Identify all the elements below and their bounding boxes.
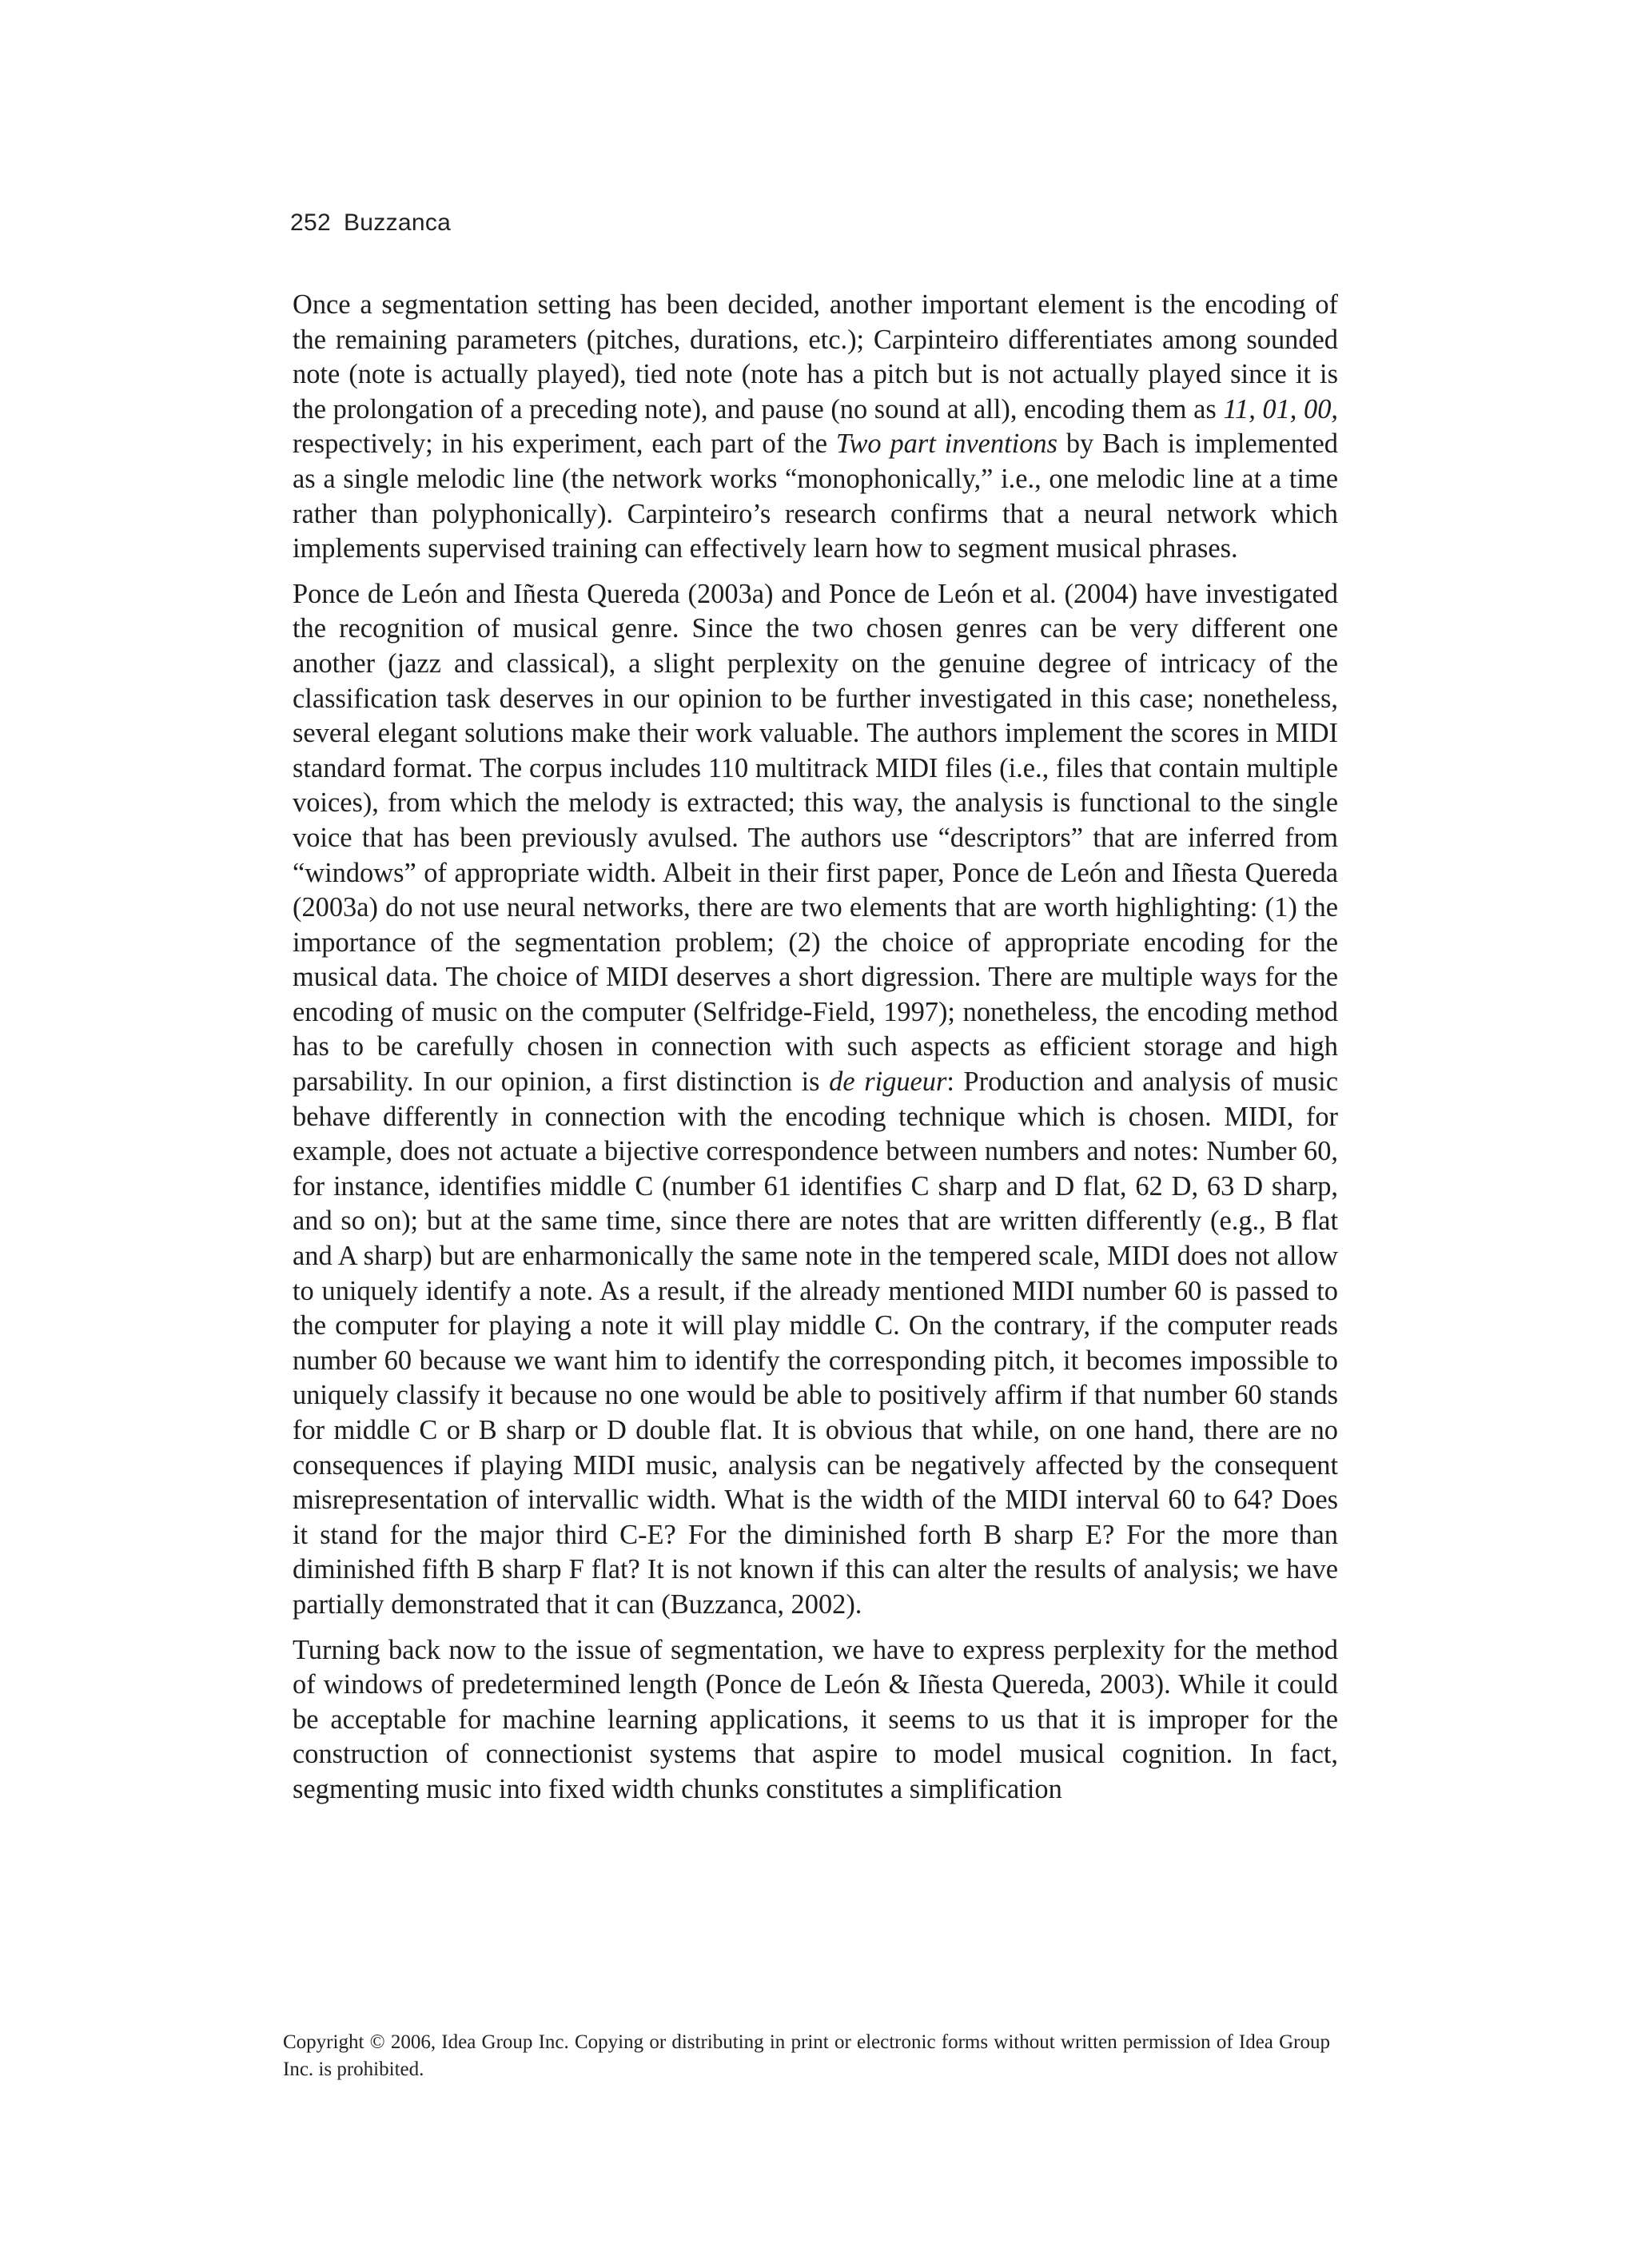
text-segment: Ponce de León and Iñesta Quereda (2003a) and Ponce de León et al. (2004) have investigated the recognition of musical genre. Since the two chosen genres can be very different one another (jazz and classical), a slight perplexity on the genuine degree of intricacy of the classification task deserves in our opinion to be further investigated in this case; nonetheless, several elegant solutions make their work valuable. The authors implement the scores in MIDI standard format. The corpus includes 110 multitrack MIDI files (i.e., files that contain multiple voices), from which the melody is extracted; this way, the analysis is functional to the single voice that has been previously avulsed. The authors use “descriptors” that are inferred from “windows” of appropriate width. Albeit in their first paper, Ponce de León and Iñesta Quereda (2003a) do not use neural networks, there are two elements that are worth highlighting: (1) the importance of the segmentation problem; (2) the choice of appropriate encoding for the musical data. The choice of MIDI deserves a short digression. There are multiple ways for the encoding of music on the computer (Selfridge-Field, 1997); nonetheless, the encoding method has to be carefully chosen in connection with such aspects as efficient storage and high parsability. In our opinion, a first distinction is (293, 578, 1338, 1098)
text-segment: Turning back now to the issue of segmentation, we have to express perplexity for the method of windows of predetermined length (Ponce de León & Iñesta Quereda, 2003). While it could be acceptable for machine learning applications, it seems to us that it is improper for the construction of connectionist systems that aspire to model musical cognition. In fact, segmenting music into fixed width chunks constitutes a simplification (293, 1634, 1338, 1804)
text-segment: Once a segmentation setting has been decided, another important element is the encoding of the remaining parameters (pitches, durations, etc.); Carpinteiro differentiates among sounded note (note is actually played), tied note (note has a pitch but is not actually played since it is the prolongation of a preceding note), and pause (no sound at all), encoding them as (293, 289, 1338, 425)
italic-segment: 11, 01, 00, (1223, 393, 1338, 425)
copyright-notice: Copyright © 2006, Idea Group Inc. Copying or distributing in print or electronic forms without written permission of Idea Group Inc. is prohibited. (283, 2031, 1330, 2080)
paragraph-1 (293, 288, 1338, 567)
text-segment: respectively; in his experiment, each part of the (293, 428, 836, 460)
paragraph-2 (293, 577, 1338, 1623)
running-title: Buzzanca (343, 209, 452, 236)
italic-segment: Two part inventions (835, 428, 1057, 460)
running-head (290, 209, 451, 237)
body-text (293, 288, 1338, 1818)
text-segment: : Production and analysis of music behave differently in connection with the encoding technique which is chosen. MIDI, for example, does not actuate a bijective correspondence between numbers and notes: Number 60, for instance, identifies middle C (number 61 identifies C sharp and D flat, 62 D, 63 D sharp, and so on); but at the same time, since there are notes that are written differently (e.g., B flat and A sharp) but are enharmonically the same note in the tempered scale, MIDI does not allow to uniquely identify a note. As a result, if the already mentioned MIDI number 60 is passed to the computer for playing a note it will play middle C. On the contrary, if the computer reads number 60 because we want him to identify the corresponding pitch, it becomes impossible to uniquely classify it because no one would be able to positively affirm if that number 60 stands for middle C or B sharp or D double flat. It is obvious that while, on one hand, there are no consequences if playing MIDI music, analysis can be negatively affected by the consequent misrepresentation of intervallic width. What is the width of the MIDI interval 60 to 64? Does it stand for the major third C-E? For the diminished forth B sharp E? For the more than diminished fifth B sharp F flat? It is not known if this can alter the results of analysis; we have partially demonstrated that it can (Buzzanca, 2002). (293, 1066, 1339, 1620)
paragraph-3 (293, 1633, 1338, 1808)
italic-segment: de rigueur (829, 1066, 947, 1098)
page-number: 252 (290, 209, 331, 236)
text-segment: by Bach is implemented as a single melodic line (the network works “monophonically,” i.e., one melodic line at a time rather than polyphonically). Carpinteiro’s research confirms that a neural network which implements supervised training can effectively learn how to segment musical phrases. (293, 428, 1338, 564)
